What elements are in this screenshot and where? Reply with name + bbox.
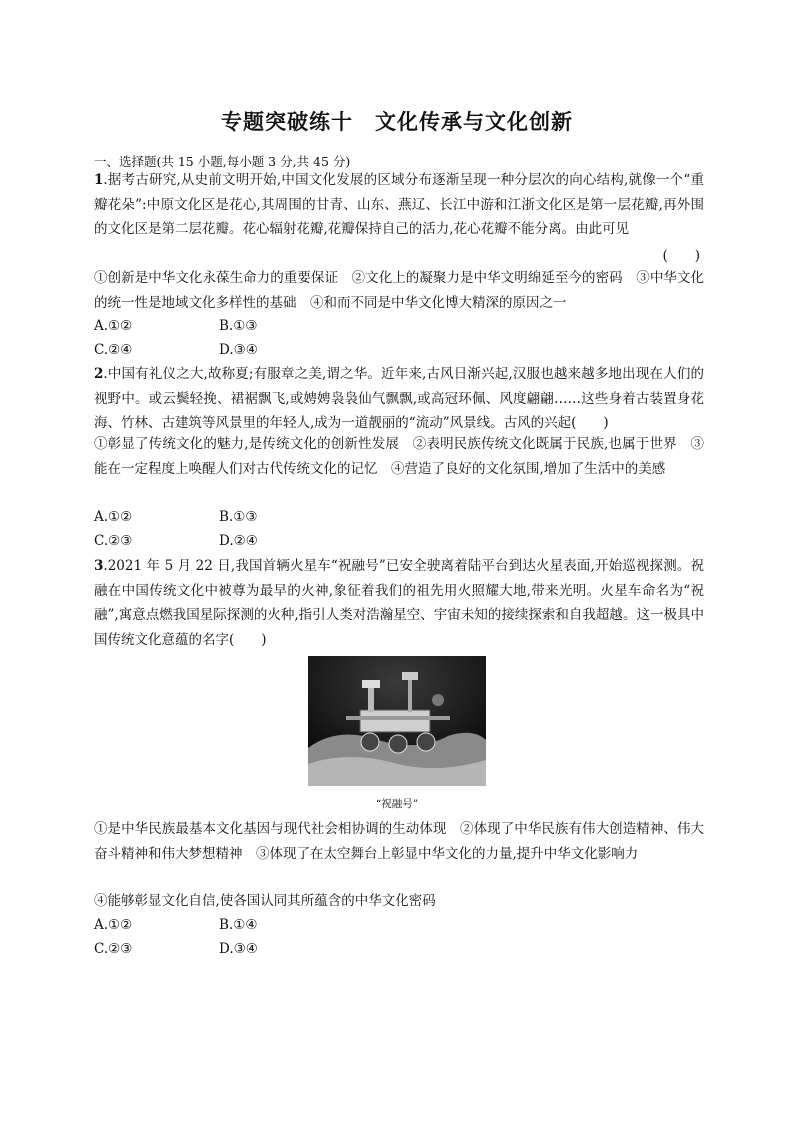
question-1-statements: ①创新是中华文化永葆生命力的重要保证 ②文化上的凝聚力是中华文明绵延至今的密码 ③中华文化的统一性是地域文化多样性的基础 ④和而不同是中华文化博大精深的原因之一 [94, 270, 704, 311]
question-2-stem: 2.中国有礼仪之大,故称夏;有服章之美,谓之华。近年来,古风日渐兴起,汉服也越来越多地出现在人们的视野中。或云鬓轻挽、裙裾飘飞,或娉娉袅袅仙气飘飘,或高冠环佩、风度翩翩……这些身着古装置身花海、竹林、古建筑等风景里的年轻人,成为一道靓丽的“流动”风景线。古风的兴起( ) [94, 366, 704, 431]
question-3-statements: ①是中华民族最基本文化基因与现代社会相协调的生动体现 ②体现了中华民族有伟大创造精神、伟大奋斗精神和伟大梦想精神 ③体现了在太空舞台上彰显中华文化的力量,提升中华文化影响力 [94, 821, 704, 862]
photo-caption: “祝融号” [375, 798, 419, 810]
option-a[interactable]: A.①② [94, 509, 133, 525]
option-c[interactable]: C.②③ [94, 941, 133, 957]
question-1-answer-blank: ( ) [662, 248, 700, 264]
question-3-number: 3 [94, 558, 104, 574]
question-2-number: 2 [94, 366, 104, 382]
mars-rover-icon [308, 656, 486, 786]
option-a[interactable]: A.①② [94, 318, 133, 334]
question-3-options [94, 913, 344, 961]
option-b[interactable]: B.①③ [219, 509, 258, 525]
question-2-statements: ①彰显了传统文化的魅力,是传统文化的创新性发展 ②表明民族传统文化既属于民族,也属于世界 ③能在一定程度上唤醒人们对古代传统文化的记忆 ④营造了良好的文化氛围,增加了生活中的美感 [94, 436, 704, 477]
option-c[interactable]: C.②③ [94, 533, 133, 549]
question-1-stem: 1.据考古研究,从史前文明开始,中国文化发展的区域分布逐渐呈现一种分层次的向心结构,就像一个“重瓣花朵”:中原文化区是花心,其周围的甘青、山东、燕辽、长江中游和江浙文化区是第一层花瓣,再外围的文化区是第二层花瓣。花心辐射花瓣,花瓣保持自己的活力,花心花瓣不能分离。由此可见 [94, 172, 704, 237]
option-d[interactable]: D.③④ [219, 342, 258, 358]
question-2-options [94, 505, 344, 553]
section-heading: 一、选择题(共 15 小题,每小题 3 分,共 45 分) [94, 154, 351, 169]
option-b[interactable]: B.①③ [219, 318, 258, 334]
option-d[interactable]: D.③④ [219, 941, 258, 957]
question-1-number: 1 [94, 172, 104, 188]
option-c[interactable]: C.②④ [94, 342, 133, 358]
zhurong-rover-photo [308, 656, 486, 786]
option-b[interactable]: B.①④ [219, 917, 258, 933]
question-3-stem: 3.2021 年 5 月 22 日,我国首辆火星车“祝融号”已安全驶离着陆平台到达火星表面,开始巡视探测。祝融在中国传统文化中被尊为最早的火神,象征着我们的祖先用火照耀大地,带来光明。火星车命名为“祝融”,寓意点燃我国星际探测的火种,指引人类对浩瀚星空、宇宙未知的接续探索和自我超越。这一极具中国传统文化意蕴的名字( ) [94, 558, 704, 648]
question-1-options [94, 314, 344, 362]
question-3-statement-4: ④能够彰显文化自信,使各国认同其所蕴含的中华文化密码 [94, 893, 436, 909]
option-a[interactable]: A.①② [94, 917, 133, 933]
page-title: 专题突破练十 文化传承与文化创新 [221, 110, 573, 134]
option-d[interactable]: D.②④ [219, 533, 258, 549]
